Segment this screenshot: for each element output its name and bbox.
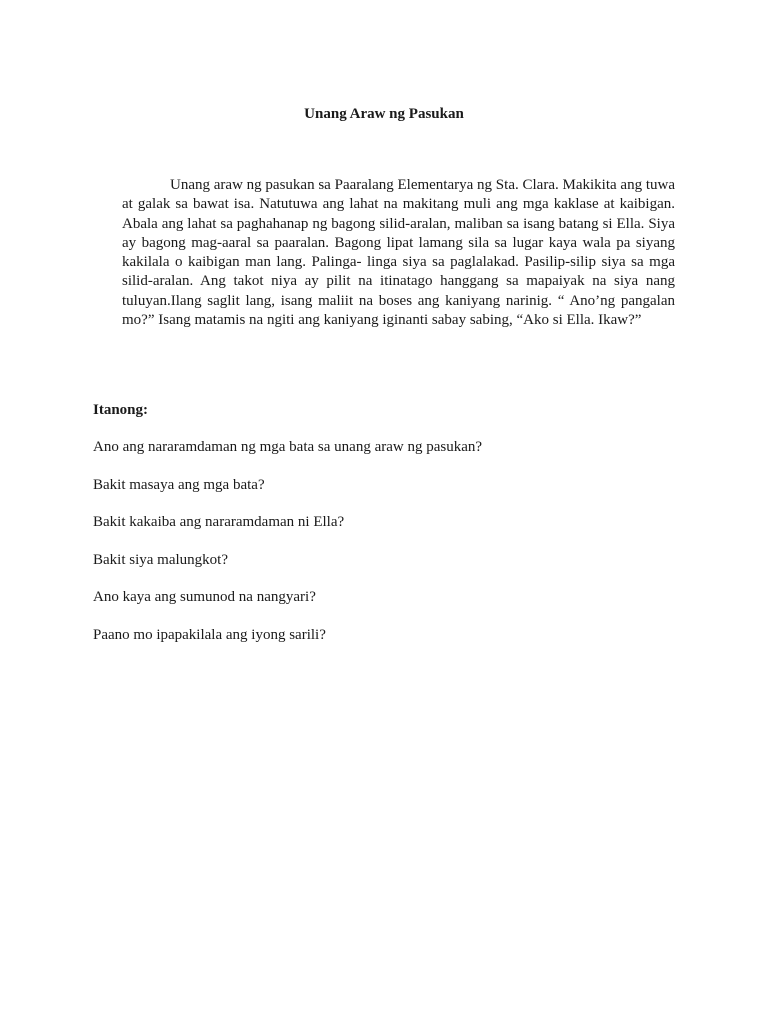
questions-heading: Itanong: <box>93 402 149 418</box>
question-item: Bakit kakaiba ang nararamdaman ni Ella? <box>93 514 345 530</box>
question-item: Ano kaya ang sumunod na nangyari? <box>93 589 316 605</box>
questions-list <box>93 437 482 662</box>
question-item: Bakit masaya ang mga bata? <box>93 476 265 493</box>
question-item: Bakit siya malungkot? <box>93 551 228 568</box>
story-paragraph: Unang araw ng pasukan sa Paaralang Elementarya ng Sta. Clara. Makikita ang tuwa at galak sa bawat isa. Natutuwa ang lahat na makitang muli ang mga kaklase at kaibigan. Abala ang lahat sa paghahanap ng bagong silid-aralan, maliban sa isang batang si Ella. Siya ay bagong mag-aaral sa paaralan. Bagong lipat lamang sila sa lugar kaya wala pa siyang kakilala o kaibigan man lang. Palinga- linga siya sa paglalakad. Pasilip-silip siya sa mga silid-aralan. Ang takot niya ay pilit na itinatago hanggang sa mapaiyak na siya nang tuluyan.Ilang saglit lang, isang maliit na boses ang kaniyang narinig. “ Ano’ng pangalan mo?” Isang matamis na ngiti ang kaniyang iginanti sabay sabing, “Ako si Ella. Ikaw?” <box>122 177 675 329</box>
question-item: Ano ang nararamdaman ng mga bata sa unang araw ng pasukan? <box>93 439 483 455</box>
question-item: Paano mo ipapakilala ang iyong sarili? <box>93 626 326 643</box>
document-title: Unang Araw ng Pasukan <box>304 106 464 122</box>
